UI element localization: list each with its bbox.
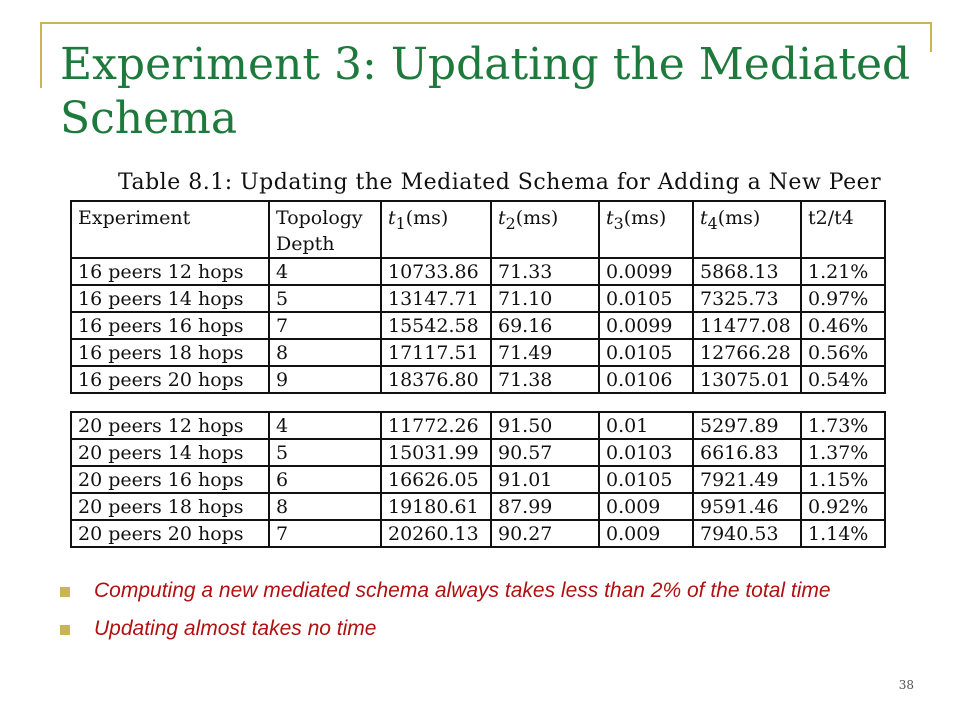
cell-t2: 71.38 [491, 366, 599, 393]
cell-t4: 12766.28 [693, 339, 801, 366]
cell-t3: 0.0099 [599, 258, 693, 285]
bullet-text: Computing a new mediated schema always takes less than 2% of the total time [94, 579, 831, 602]
header-t1: $t_1(ms)$ [381, 201, 491, 258]
table-row [71, 258, 885, 285]
cell-t1: 10733.86 [381, 258, 491, 285]
page-number: 38 [898, 678, 914, 692]
table-row [71, 439, 885, 466]
cell-t3: 0.0105 [599, 285, 693, 312]
cell-topology-depth: 7 [269, 520, 381, 547]
cell-experiment: 16 peers 14 hops [71, 285, 269, 312]
table-row [71, 285, 885, 312]
cell-ratio: 0.46% [801, 312, 885, 339]
cell-t1: 15031.99 [381, 439, 491, 466]
cell-t4: 6616.83 [693, 439, 801, 466]
cell-experiment: 16 peers 20 hops [71, 366, 269, 393]
cell-t2: 91.50 [491, 412, 599, 439]
square-bullet-icon [60, 587, 70, 597]
cell-t1: 15542.58 [381, 312, 491, 339]
cell-experiment: 16 peers 16 hops [71, 312, 269, 339]
header-t2: $t_2(ms)$ [491, 201, 599, 258]
cell-t4: 11477.08 [693, 312, 801, 339]
header-topology-depth: Topology Depth [269, 201, 381, 258]
cell-experiment: 20 peers 20 hops [71, 520, 269, 547]
results-table-16-peers [70, 200, 886, 394]
cell-t2: 90.57 [491, 439, 599, 466]
table-row [71, 339, 885, 366]
cell-topology-depth: 7 [269, 312, 381, 339]
cell-ratio: 1.15% [801, 466, 885, 493]
header-t4: $t_4(ms)$ [693, 201, 801, 258]
cell-t1: 16626.05 [381, 466, 491, 493]
cell-topology-depth: 4 [269, 412, 381, 439]
header-experiment: Experiment [71, 201, 269, 258]
cell-t3: 0.0105 [599, 466, 693, 493]
cell-t1: 17117.51 [381, 339, 491, 366]
cell-topology-depth: 8 [269, 493, 381, 520]
cell-t2: 87.99 [491, 493, 599, 520]
cell-t4: 9591.46 [693, 493, 801, 520]
cell-t2: 91.01 [491, 466, 599, 493]
cell-t1: 19180.61 [381, 493, 491, 520]
cell-topology-depth: 5 [269, 439, 381, 466]
cell-t1: 11772.26 [381, 412, 491, 439]
square-bullet-icon [60, 625, 70, 635]
table-row [71, 366, 885, 393]
cell-topology-depth: 8 [269, 339, 381, 366]
cell-ratio: 0.92% [801, 493, 885, 520]
cell-experiment: 20 peers 16 hops [71, 466, 269, 493]
header-t3: $t_3(ms)$ [599, 201, 693, 258]
bullet-list [58, 580, 898, 656]
bullet-item [58, 580, 898, 601]
cell-t2: 90.27 [491, 520, 599, 547]
bullet-text: Updating almost takes no time [94, 617, 377, 640]
bullet-item [58, 618, 898, 639]
cell-topology-depth: 5 [269, 285, 381, 312]
table-row [71, 493, 885, 520]
cell-experiment: 16 peers 18 hops [71, 339, 269, 366]
cell-topology-depth: 6 [269, 466, 381, 493]
cell-ratio: 1.14% [801, 520, 885, 547]
cell-ratio: 1.21% [801, 258, 885, 285]
cell-t3: 0.0099 [599, 312, 693, 339]
header-t2-t4-ratio: t2/t4 [801, 201, 885, 258]
cell-ratio: 0.56% [801, 339, 885, 366]
cell-experiment: 20 peers 12 hops [71, 412, 269, 439]
cell-t3: 0.009 [599, 493, 693, 520]
cell-t1: 13147.71 [381, 285, 491, 312]
cell-t1: 18376.80 [381, 366, 491, 393]
cell-topology-depth: 4 [269, 258, 381, 285]
table-row [71, 466, 885, 493]
cell-experiment: 20 peers 18 hops [71, 493, 269, 520]
cell-t3: 0.0106 [599, 366, 693, 393]
cell-topology-depth: 9 [269, 366, 381, 393]
cell-t4: 5297.89 [693, 412, 801, 439]
table-row [71, 412, 885, 439]
cell-t2: 71.49 [491, 339, 599, 366]
table-row [71, 312, 885, 339]
cell-t4: 7921.49 [693, 466, 801, 493]
cell-t2: 71.10 [491, 285, 599, 312]
cell-t3: 0.0103 [599, 439, 693, 466]
table-body-16-peers [71, 258, 885, 393]
cell-t2: 69.16 [491, 312, 599, 339]
table-row [71, 520, 885, 547]
cell-t4: 13075.01 [693, 366, 801, 393]
slide-title: Experiment 3: Updating the Mediated Schema [60, 39, 911, 144]
frame-left-rule [40, 22, 42, 88]
cell-t1: 20260.13 [381, 520, 491, 547]
cell-t3: 0.009 [599, 520, 693, 547]
cell-t2: 71.33 [491, 258, 599, 285]
cell-t4: 7940.53 [693, 520, 801, 547]
cell-ratio: 1.37% [801, 439, 885, 466]
frame-right-rule [930, 22, 932, 52]
cell-t3: 0.01 [599, 412, 693, 439]
cell-experiment: 16 peers 12 hops [71, 258, 269, 285]
cell-experiment: 20 peers 14 hops [71, 439, 269, 466]
cell-t4: 5868.13 [693, 258, 801, 285]
results-table-20-peers [70, 411, 886, 548]
table-header-row [71, 201, 885, 258]
cell-ratio: 0.54% [801, 366, 885, 393]
cell-t4: 7325.73 [693, 285, 801, 312]
cell-t3: 0.0105 [599, 339, 693, 366]
cell-ratio: 1.73% [801, 412, 885, 439]
table-caption: Table 8.1: Updating the Mediated Schema for Adding a New Peer [118, 170, 882, 195]
frame-top-rule [40, 22, 932, 24]
table-body-20-peers [71, 412, 885, 547]
cell-ratio: 0.97% [801, 285, 885, 312]
